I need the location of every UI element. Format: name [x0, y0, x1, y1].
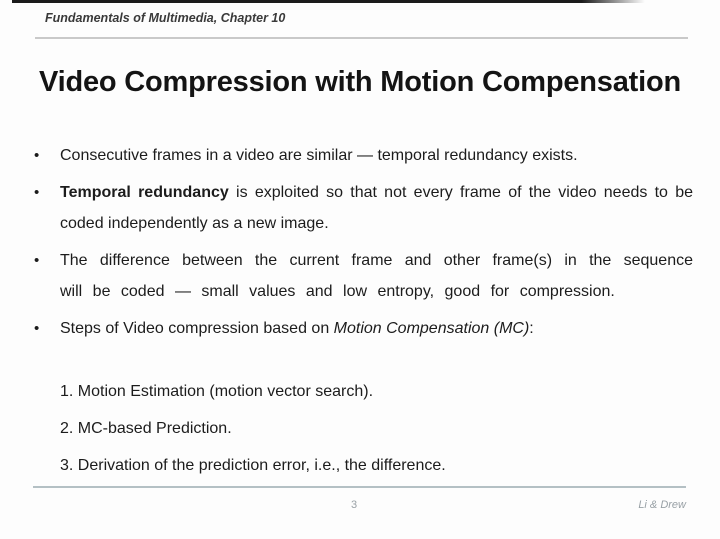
footer-authors: Li & Drew — [638, 499, 686, 511]
bullet-text-segment: : — [529, 320, 534, 337]
bullet-item — [33, 245, 693, 307]
bullet-item — [33, 177, 693, 239]
bullet-text-segment: Steps of Video compression based on — [60, 320, 334, 337]
header-divider — [35, 37, 688, 39]
footer-divider — [33, 486, 686, 488]
slide-title: Video Compression with Motion Compensation — [39, 66, 681, 98]
step-item: 2. MC-based Prediction. — [60, 420, 232, 437]
steps-list — [60, 376, 446, 487]
page-number: 3 — [350, 499, 358, 511]
step-item: 3. Derivation of the prediction error, i.e., the difference. — [60, 457, 446, 474]
bullet-text-segment: Motion Compensation (MC) — [333, 320, 530, 337]
bullet-text-segment: Consecutive frames in a video are similar — temporal redundancy exists. — [60, 147, 578, 164]
bullet-item — [33, 140, 693, 171]
step-item: 1. Motion Estimation (motion vector search). — [60, 383, 374, 400]
header-course-title: Fundamentals of Multimedia, Chapter 10 — [45, 11, 286, 25]
bullet-text-segment: is exploited so that not every frame of the video needs to be coded independently as a new image. — [60, 184, 693, 232]
bullet-item — [33, 313, 693, 344]
bullet-text-segment: Temporal redundancy — [60, 184, 229, 201]
bullet-text-segment: The difference between the current frame and other frame(s) in the sequence will be coded — small values and low entropy, good for compression. — [60, 252, 693, 300]
top-border-line — [12, 0, 645, 3]
bullet-list — [33, 140, 693, 350]
